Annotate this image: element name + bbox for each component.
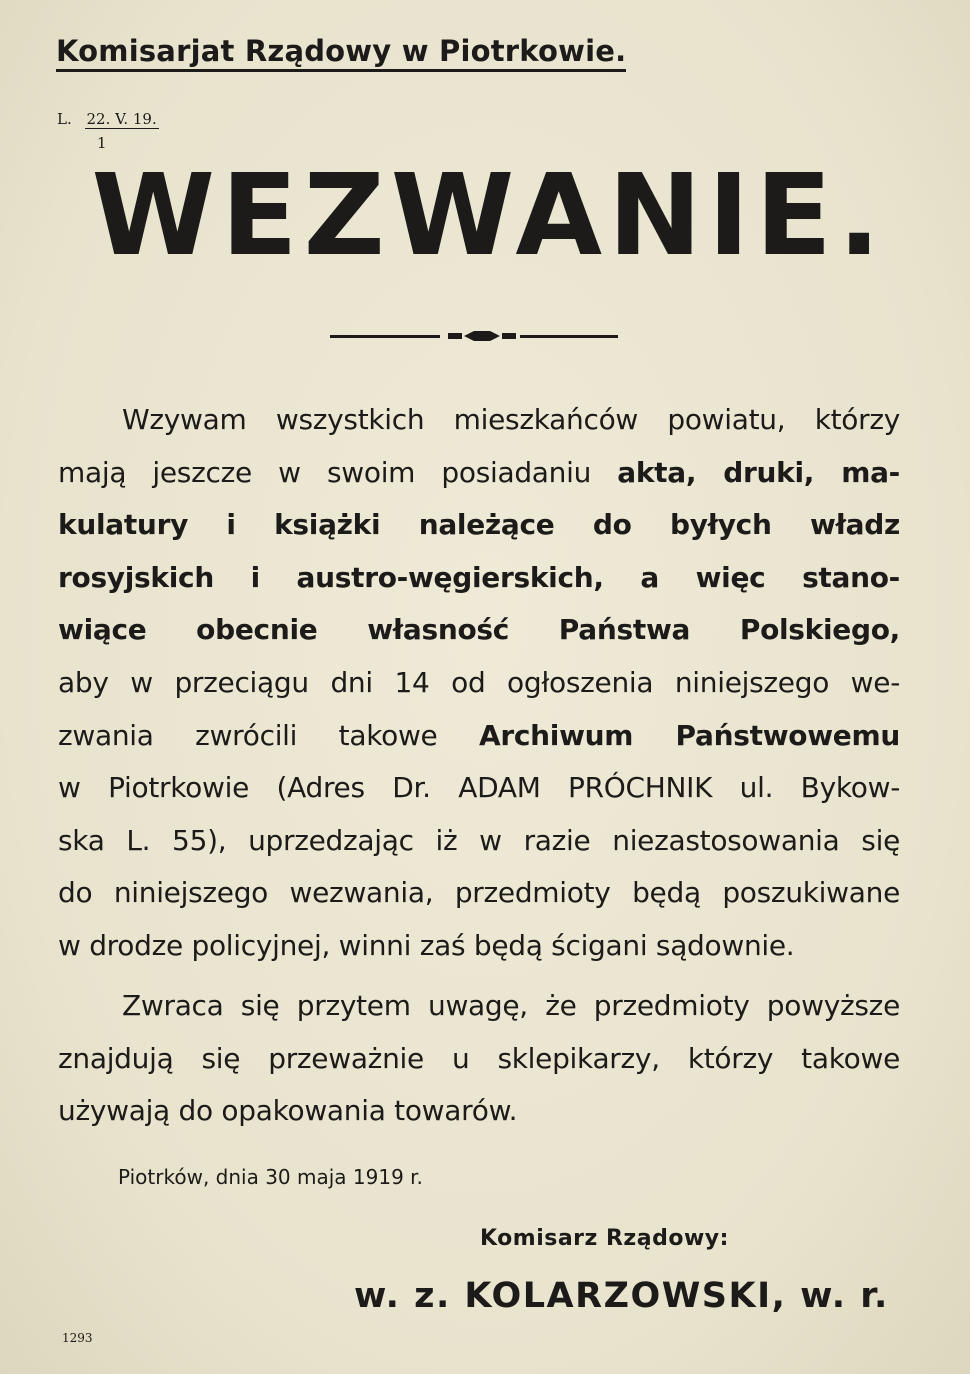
issue-date: Piotrków, dnia 30 maja 1919 r.: [118, 1165, 423, 1189]
body-text: w drodze policyjnej, winni zaś będą ścigani sądownie.: [58, 928, 795, 962]
signature-name: w. z. KOLARZOWSKI, w. r.: [354, 1276, 889, 1316]
body-line: [58, 447, 900, 500]
body-paragraph-1: [58, 394, 900, 973]
body-text: aby w przeciągu dni 14 od ogłoszenia niniejszego we-: [58, 665, 900, 699]
body-line: [58, 710, 900, 763]
body-line: [58, 552, 900, 605]
issuer-header: Komisarjat Rządowy w Piotrkowie.: [56, 34, 626, 72]
reference-fraction-top: 22. V. 19.: [86, 110, 157, 128]
body-text: mają jeszcze w swoim posiadaniu: [58, 455, 618, 489]
body-line: Zwraca się przytem uwagę, że przedmioty powyższe: [122, 989, 900, 1022]
body-text: ska L. 55), uprzedzając iż w razie niezastosowania się: [58, 823, 900, 857]
signature-title: Komisarz Rządowy:: [480, 1226, 729, 1251]
body-text-bold: Archiwum Państwowemu: [479, 718, 900, 752]
body-line: [58, 604, 900, 657]
body-line: [58, 394, 900, 447]
reference-number: [57, 110, 159, 152]
body-line: [58, 920, 900, 973]
catalog-number: 1293: [62, 1331, 93, 1345]
body-text-bold: kulatury i książki należące do byłych władz: [58, 508, 900, 542]
body-line: [58, 867, 900, 920]
body-text: w Piotrkowie (Adres Dr. ADAM PRÓCHNIK ul. Bykow-: [58, 771, 900, 805]
reference-fraction-bottom: 1: [97, 134, 107, 152]
body-text: do niniejszego wezwania, przedmioty będą poszukiwane: [58, 876, 900, 910]
body-line: [58, 499, 900, 552]
body-line: [58, 815, 900, 868]
body-text-bold: rosyjskich i austro-węgierskich, a więc stano-: [58, 560, 900, 594]
body-text: Wzywam wszystkich mieszkańców powiatu, którzy: [122, 403, 900, 436]
body-line: [58, 657, 900, 710]
body-line: znajdują się przeważnie u sklepikarzy, którzy takowe: [58, 1041, 900, 1075]
body-text-bold: akta, druki, ma-: [617, 455, 900, 489]
body-line: [58, 762, 900, 815]
body-text: zwania zwrócili takowe: [58, 718, 479, 752]
body-line: używają do opakowania towarów.: [58, 1094, 518, 1128]
body-paragraph-2: [58, 980, 900, 1138]
body-text-bold: wiące obecnie własność Państwa Polskiego,: [58, 613, 900, 647]
document-title: WEZWANIE.: [91, 151, 887, 281]
ornament-divider: [330, 330, 618, 342]
reference-prefix: L.: [57, 110, 72, 128]
